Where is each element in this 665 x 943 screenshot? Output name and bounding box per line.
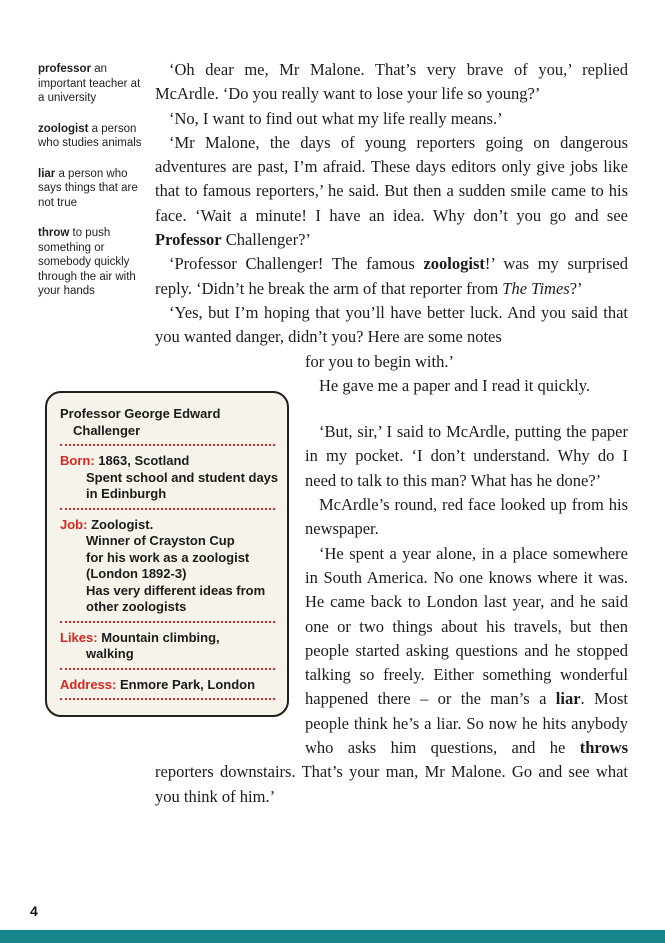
story-paragraph-text: ‘No, I want to find out what my life really means.’ bbox=[169, 108, 503, 128]
story-paragraph-text: !’ was my surprised reply. ‘Didn’t he break the arm of that reporter from bbox=[155, 254, 629, 298]
glossary-sidebar bbox=[38, 62, 143, 315]
story-paragraph-text: ‘Oh dear me, Mr Malone. That’s very brave of you,’ replied McArdle. ‘Do you really want to lose your life so young?’ bbox=[155, 60, 628, 104]
card-born-line bbox=[60, 453, 275, 470]
glossary-entry-throw bbox=[38, 226, 143, 299]
card-address-section bbox=[60, 677, 275, 701]
card-likes-value: Mountain climbing, bbox=[101, 629, 220, 645]
card-job-extra: Has very different ideas from bbox=[86, 582, 266, 598]
card-likes-label: Likes: bbox=[60, 629, 98, 645]
glossary-entry-professor bbox=[38, 62, 143, 106]
card-job-extra: Winner of Crayston Cup bbox=[86, 533, 235, 548]
story-paragraph-text: . Most people think he’s a liar. So now he hits anybody who asks him questions, and he bbox=[305, 689, 628, 758]
card-likes-extra: walking bbox=[86, 646, 134, 661]
challenger-profile-card bbox=[45, 391, 289, 717]
story-paragraph-2 bbox=[155, 107, 628, 131]
glossary-term: professor bbox=[38, 63, 92, 75]
card-born-label: Born: bbox=[60, 453, 95, 468]
card-born-extra: Spent school and student days bbox=[86, 469, 279, 485]
card-job-value: Zoologist. bbox=[91, 516, 154, 532]
card-born-section bbox=[60, 453, 279, 510]
card-born-extra: in Edinburgh bbox=[86, 486, 167, 501]
card-job-label: Job: bbox=[60, 516, 88, 532]
card-job-extra: other zoologists bbox=[86, 599, 187, 614]
card-title-line: Professor George Edward bbox=[60, 406, 221, 421]
glossary-definition: to push something or somebody quickly through the air with your hands bbox=[38, 227, 136, 297]
card-job-extra: for his work as a zoologist bbox=[86, 549, 250, 565]
card-title bbox=[60, 406, 275, 446]
card-address-label: Address: bbox=[60, 676, 117, 692]
card-address-value: Enmore Park, London bbox=[119, 676, 256, 692]
story-paragraph-text: He gave me a paper and I read it quickly. bbox=[319, 375, 591, 395]
story-paragraph-text: Challenger?’ bbox=[221, 230, 311, 250]
glossary-term: zoologist bbox=[38, 122, 89, 135]
glossary-definition: a person who studies animals bbox=[38, 122, 142, 149]
story-paragraph-text: ‘Yes, but I’m hoping that you’ll have better luck. And you said that you wanted danger, didn’t you? Here are some notes bbox=[155, 302, 628, 347]
card-born-value: 1863, Scotland bbox=[98, 453, 190, 468]
card-job-extra: (London 1892-3) bbox=[86, 566, 187, 581]
card-job-line bbox=[60, 517, 275, 534]
glossary-term: throw bbox=[38, 227, 70, 239]
glossary-definition: an important teacher at a university bbox=[38, 63, 141, 104]
glossary-entry-zoologist bbox=[38, 122, 143, 151]
page-number: 4 bbox=[30, 903, 38, 919]
italic-the-times: The Times bbox=[502, 278, 570, 298]
card-title-line: Challenger bbox=[73, 422, 141, 438]
story-paragraph-text: ‘He spent a year alone, in a place somewhere in South America. No one knows where it was. He came back to London last year, and he said one or two things about his travels, but then people started asking questions and he stopped talking so freely. Either something wonderful happened there – or the man’s a bbox=[305, 543, 628, 709]
story-paragraph-5 bbox=[155, 301, 628, 350]
story-paragraph-text: for you to begin with.’ bbox=[305, 351, 454, 371]
story-paragraph-3 bbox=[155, 131, 628, 252]
card-likes-section bbox=[60, 630, 275, 670]
card-address-line bbox=[60, 677, 275, 694]
card-likes-line bbox=[60, 630, 275, 647]
story-paragraph-4 bbox=[155, 252, 628, 301]
story-paragraph-text: ?’ bbox=[569, 278, 583, 298]
story-paragraph-text: reporters downstairs. That’s your man, Mr Malone. Go and see what you think of him.’ bbox=[155, 762, 628, 806]
story-paragraph-1 bbox=[155, 58, 628, 107]
glossary-entry-liar bbox=[38, 167, 143, 211]
story-paragraph-text: ‘Professor Challenger! The famous bbox=[169, 254, 424, 274]
glossary-definition: a person who says things that are not true bbox=[38, 167, 138, 209]
story-paragraph-text: ‘But, sir,’ I said to McArdle, putting the paper in my pocket. ‘I don’t understand. Why do I need to talk to this man? What has he done?’ bbox=[305, 422, 628, 490]
bold-word-professor: Professor bbox=[155, 230, 222, 250]
glossary-term: liar bbox=[38, 167, 56, 180]
bold-word-liar: liar bbox=[555, 689, 581, 709]
bold-word-throws: throws bbox=[579, 738, 628, 758]
bottom-color-bar bbox=[0, 930, 665, 943]
story-paragraph-text: McArdle’s round, red face looked up from his newspaper. bbox=[305, 495, 628, 539]
bold-word-zoologist: zoologist bbox=[423, 254, 485, 274]
story-paragraph-text: ‘Mr Malone, the days of young reporters going on dangerous adventures are past, I’m afraid. These days editors only give jobs like that to famous reporters,’ he said. But then a sudden smile came to his face. ‘Wait a minute! I have an idea. Why don’t you go and see bbox=[155, 132, 628, 225]
card-job-section bbox=[60, 517, 275, 623]
